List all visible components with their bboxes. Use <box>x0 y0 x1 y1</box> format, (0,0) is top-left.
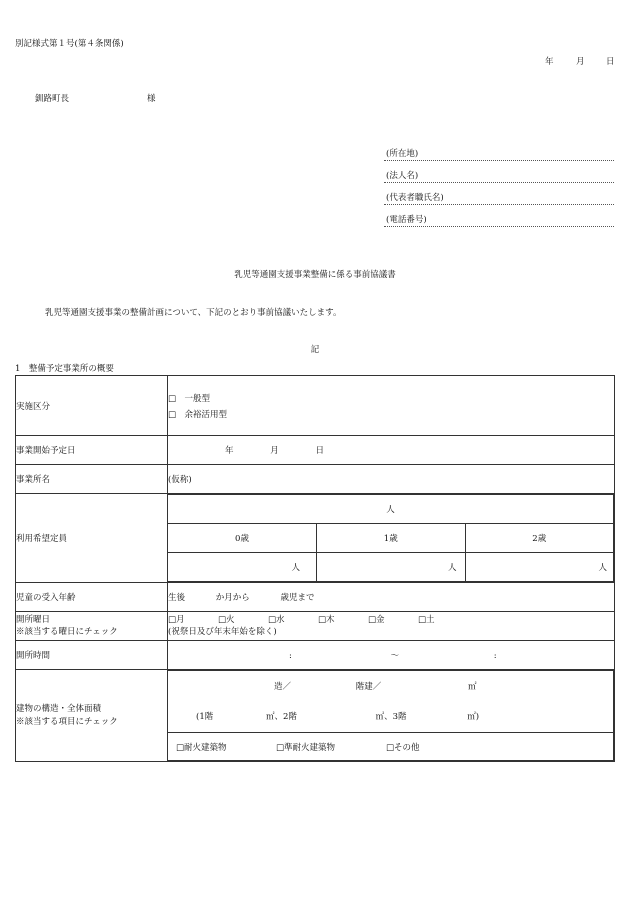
ki-heading: 記 <box>310 345 320 355</box>
row-capacity <box>16 494 615 583</box>
building-floor-end: ㎡) <box>467 711 480 722</box>
hours-field[interactable] <box>168 641 615 670</box>
building-label-note: ※該当する項目にチェック <box>16 716 118 727</box>
day-wed-checkbox[interactable]: □水 <box>268 615 285 625</box>
hours-start-colon: : <box>289 651 292 661</box>
start-date-label: 事業開始予定日 <box>16 436 168 465</box>
category-option-general[interactable]: □ 一般型 <box>168 393 211 404</box>
age-label: 児童の受入年齢 <box>16 583 168 612</box>
row-building <box>16 670 615 762</box>
age-from: 生後 <box>168 593 186 603</box>
semi-fireproof-checkbox[interactable]: □準耐火建築物 <box>276 742 336 753</box>
office-name-label: 事業所名 <box>16 465 168 494</box>
applicant-phone-line[interactable] <box>384 226 614 227</box>
day-mon-checkbox[interactable]: □月 <box>168 615 185 625</box>
row-open-days <box>16 612 615 641</box>
document-title: 乳児等通園支援事業整備に係る事前協議書 <box>234 270 396 280</box>
building-fire-field <box>168 733 614 761</box>
start-date-month: 月 <box>270 446 279 456</box>
applicant-rep-label: (代表者職氏名) <box>386 193 444 203</box>
building-structure-field[interactable] <box>168 671 614 733</box>
day-sat-checkbox[interactable]: □土 <box>418 615 435 625</box>
applicant-corp-label: (法人名) <box>386 171 419 181</box>
building-label <box>16 670 168 762</box>
open-days-note: (祝祭日及び年末年始を除く) <box>168 627 277 637</box>
building-inner-table <box>168 670 614 761</box>
start-date-year: 年 <box>225 446 234 456</box>
row-hours <box>16 641 615 670</box>
age1-count-field[interactable] <box>317 553 466 582</box>
capacity-total-unit: 人 <box>386 505 395 515</box>
applicant-address-label: (所在地) <box>386 149 419 159</box>
hours-end-colon: : <box>493 651 497 661</box>
building-floor2: ㎡、2階 <box>265 711 297 722</box>
age0-count-field[interactable] <box>168 553 317 582</box>
category-option-surplus[interactable]: □ 余裕活用型 <box>168 409 228 420</box>
intro-text: 乳児等通園支援事業の整備計画について、下記のとおり事前協議いたします。 <box>45 308 342 318</box>
start-date-field[interactable] <box>168 436 615 465</box>
building-floor3: ㎡、3階 <box>375 711 407 722</box>
row-office-name <box>16 465 615 494</box>
category-options <box>168 376 615 436</box>
building-label-main: 建物の構造・全体面積 <box>16 703 102 714</box>
other-building-checkbox[interactable]: □その他 <box>386 742 420 753</box>
age1-header: 1歳 <box>317 524 466 553</box>
day-thu-checkbox[interactable]: □木 <box>318 615 335 625</box>
fireproof-checkbox[interactable]: □耐火建築物 <box>176 742 227 753</box>
open-days-label-note: ※該当する曜日にチェック <box>16 627 118 637</box>
age1-unit: 人 <box>447 563 457 573</box>
capacity-label: 利用希望定員 <box>16 494 168 583</box>
age2-header: 2歳 <box>465 524 614 553</box>
section-heading: 1 整備予定事業所の概要 <box>15 364 114 374</box>
addressee: 釧路町長 <box>35 94 70 104</box>
day-tue-checkbox[interactable]: □火 <box>218 615 235 625</box>
applicant-rep-line[interactable] <box>384 204 614 205</box>
age2-count-field[interactable] <box>465 553 614 582</box>
capacity-cell <box>168 494 615 583</box>
age-months: か月から <box>215 593 250 603</box>
building-cell <box>168 670 615 762</box>
row-age <box>16 583 615 612</box>
building-floors: 階建／ <box>355 681 382 692</box>
hours-tilde: 〜 <box>390 651 400 661</box>
start-date-day: 日 <box>315 446 324 456</box>
capacity-total-field[interactable] <box>168 495 614 524</box>
capacity-inner-table <box>168 494 614 582</box>
applicant-address-line[interactable] <box>384 160 614 161</box>
date-day-label: 日 <box>606 57 615 67</box>
age0-header: 0歳 <box>168 524 317 553</box>
age-field[interactable] <box>168 583 615 612</box>
row-start-date <box>16 436 615 465</box>
building-floor1: (1階 <box>196 711 214 722</box>
applicant-corp-line[interactable] <box>384 182 614 183</box>
age2-unit: 人 <box>598 563 607 573</box>
office-name-field[interactable]: (仮称) <box>168 465 615 494</box>
open-days-field <box>168 612 615 641</box>
applicant-phone-label: (電話番号) <box>386 215 427 225</box>
row-category <box>16 376 615 436</box>
building-structure: 造／ <box>274 681 292 692</box>
date-year-label: 年 <box>545 57 554 67</box>
age-until: 歳児まで <box>280 593 315 603</box>
category-label: 実施区分 <box>16 376 168 436</box>
age0-unit: 人 <box>291 563 300 573</box>
day-fri-checkbox[interactable]: □金 <box>368 615 385 625</box>
open-days-label-main: 開所曜日 <box>16 615 51 625</box>
addressee-honorific: 様 <box>147 94 156 104</box>
building-total-m2: ㎡ <box>467 681 477 692</box>
form-number: 別記様式第１号(第４条関係) <box>15 39 124 49</box>
hours-label: 開所時間 <box>16 641 168 670</box>
open-days-label <box>16 612 168 641</box>
date-month-label: 月 <box>576 57 585 67</box>
facility-overview-table <box>15 375 615 762</box>
